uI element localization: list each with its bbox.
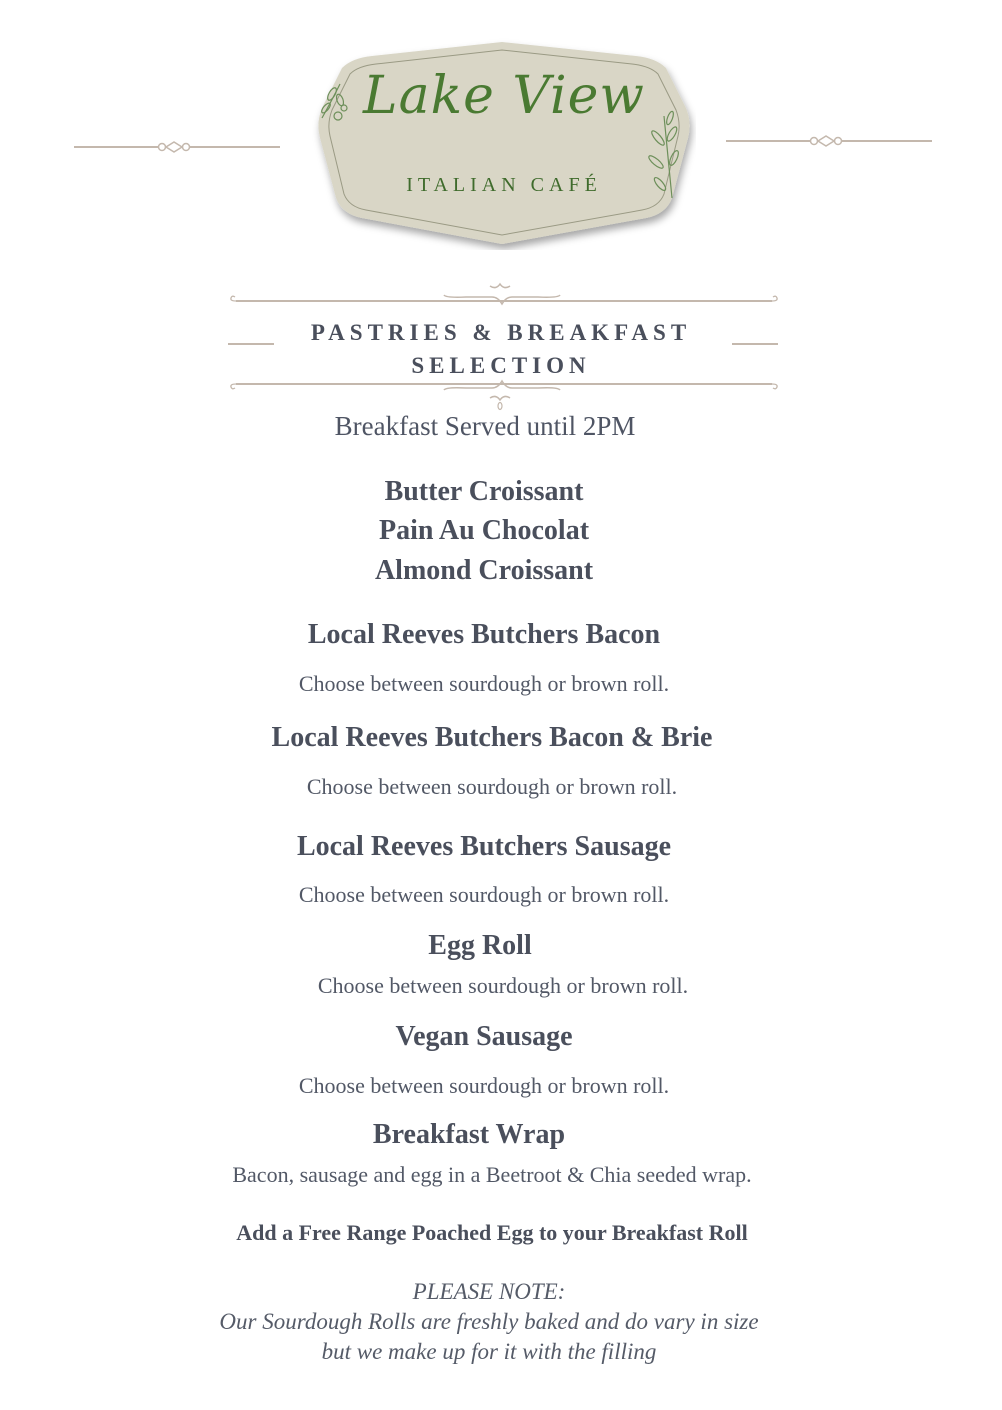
menu-item-name: Egg Roll: [428, 930, 532, 961]
please-note: [0, 1277, 978, 1367]
menu-item-desc: Choose between sourdough or brown roll.: [298, 671, 670, 696]
section-title: [0, 316, 1002, 382]
note-line-1: Our Sourdough Rolls are freshly baked and do vary in size: [219, 1309, 759, 1334]
right-ornament-divider: [726, 132, 934, 152]
menu-item-desc: Choose between sourdough or brown roll.: [298, 1073, 670, 1098]
menu-item-name: Local Reeves Butchers Bacon & Brie: [271, 722, 713, 753]
menu-item-name: Local Reeves Butchers Sausage: [296, 831, 672, 862]
pastry-item: Almond Croissant: [374, 555, 594, 586]
menu-item-name: Breakfast Wrap: [372, 1119, 566, 1150]
menu-item-desc: Choose between sourdough or brown roll.: [306, 774, 678, 799]
addon-note: Add a Free Range Poached Egg to your Breakfast Roll: [236, 1220, 748, 1245]
pastry-item: Pain Au Chocolat: [378, 515, 590, 546]
note-heading: PLEASE NOTE:: [412, 1279, 566, 1304]
breakfast-hours: Breakfast Served until 2PM: [334, 411, 636, 441]
section-title-line-2: SELECTION: [411, 353, 591, 378]
pastry-item: Butter Croissant: [384, 476, 584, 507]
menu-item-desc: Choose between sourdough or brown roll.: [317, 973, 689, 998]
logo-title: Lake View: [363, 66, 645, 126]
left-ornament-divider: [74, 138, 282, 158]
menu-item-desc: Choose between sourdough or brown roll.: [298, 882, 670, 907]
section-title-line-1: PASTRIES & BREAKFAST: [310, 320, 692, 345]
logo-subtitle: ITALIAN CAFÉ: [406, 174, 602, 196]
cafe-logo: [312, 38, 696, 250]
menu-item-desc: Bacon, sausage and egg in a Beetroot & Chia seeded wrap.: [232, 1162, 752, 1187]
note-line-2: but we make up for it with the filling: [321, 1339, 657, 1364]
menu-item-name: Local Reeves Butchers Bacon: [307, 619, 661, 650]
menu-item-name: Vegan Sausage: [395, 1021, 573, 1052]
